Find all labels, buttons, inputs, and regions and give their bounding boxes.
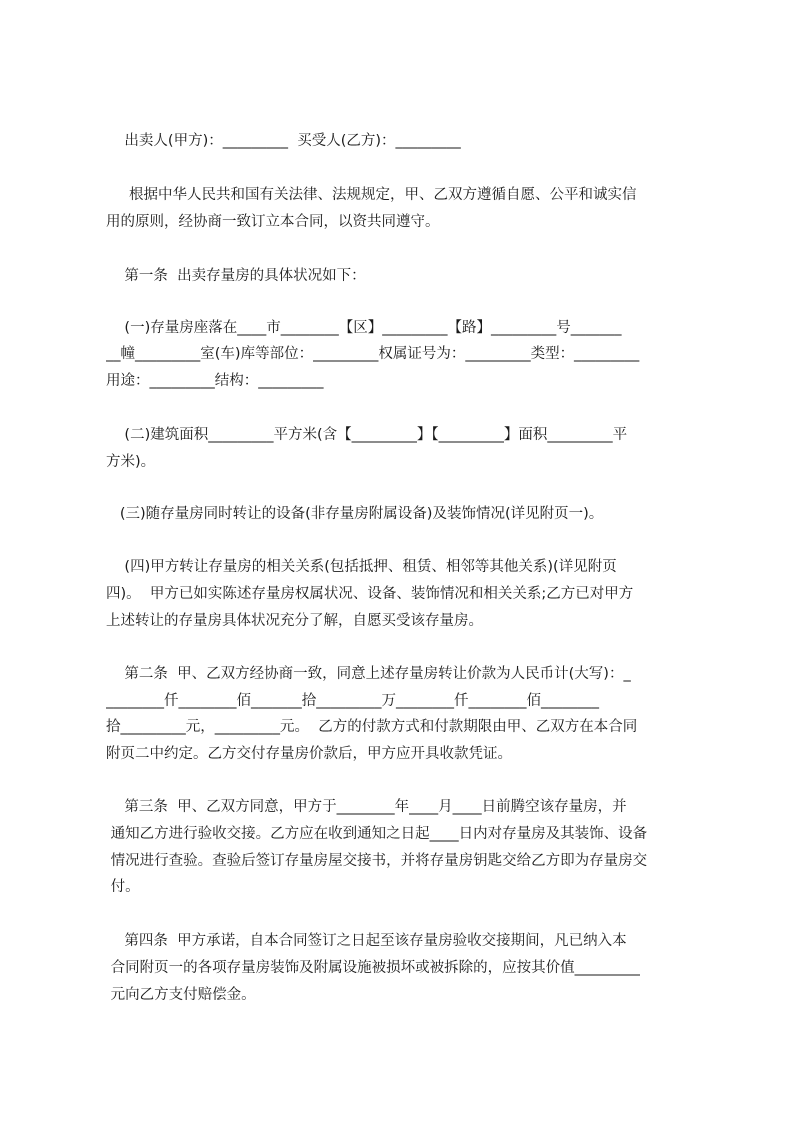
article-4-line-3: 元向乙方支付赔偿金。 [106, 987, 256, 1003]
article-3-line-1: 第三条 甲、乙双方同意，甲方于________年____月____日前腾空该存量房，并 [106, 799, 627, 815]
article-2-line-1: 第二条 甲、乙双方经协商一致，同意上述存量房转让价款为人民币计(大写)：_ [106, 666, 631, 682]
clause-1-line-1: (一)存量房座落在____市________【区】_________【路】_________号_______ [106, 320, 622, 336]
article-2-line-3: 拾_________元，_________元。 乙方的付款方式和付款期限由甲、乙双方在本合同 [106, 719, 638, 735]
clause-1-line-2: __幢_________室(车)库等部位：_________权属证号为：_________类型：_________ [106, 346, 640, 362]
article-4-line-1: 第四条 甲方承诺，自本合同签订之日起至该存量房验收交接期间，凡已纳入本 [106, 933, 627, 949]
article-2-line-4: 附页二中约定。乙方交付存量房价款后，甲方应开具收款凭证。 [106, 746, 512, 762]
clause-1-line-3: 用途：_________结构：_________ [106, 373, 324, 389]
clause-4-line-2: 四)。 甲方已如实陈述存量房权属状况、设备、装饰情况和相关关系;乙方已对甲方 [106, 586, 634, 602]
clause-4-line-1: (四)甲方转让存量房的相关关系(包括抵押、租赁、相邻等其他关系)(详见附页 [106, 559, 617, 575]
clause-2-line-2: 方米)。 [106, 454, 156, 470]
intro-line-2: 用的原则，经协商一致订立本合同，以资共同遵守。 [106, 214, 440, 230]
article-1-title: 第一条 出卖存量房的具体状况如下： [106, 268, 366, 284]
clause-3-line-1: (三)随存量房同时转让的设备(非存量房附属设备)及装饰情况(详见附页一)。 [106, 506, 604, 522]
article-3-line-3: 情况进行查验。查验后签订存量房屋交接书，并将存量房钥匙交给乙方即为存量房交 [106, 853, 648, 869]
parties-line: 出卖人(甲方)：_________ 买受人(乙方)：_________ [106, 133, 461, 149]
article-3-line-2: 通知乙方进行验收交接。乙方应在收到通知之日起____日内对存量房及其装饰、设备 [106, 826, 648, 842]
article-2-line-2: ________仟________佰_______拾_________万________仟________佰________ [106, 693, 599, 709]
article-4-line-2: 合同附页一的各项存量房装饰及附属设施被损坏或被拆除的，应按其价值_________ [106, 960, 640, 976]
intro-line-1: 根据中华人民共和国有关法律、法规规定，甲、乙双方遵循自愿、公平和诚实信 [106, 187, 637, 203]
article-3-line-4: 付。 [106, 879, 140, 895]
clause-2-line-1: (二)建筑面积_________平方米(含【_________】【_________】面积_________平 [106, 427, 628, 443]
clause-4-line-3: 上述转让的存量房具体状况充分了解，自愿买受该存量房。 [106, 613, 483, 629]
